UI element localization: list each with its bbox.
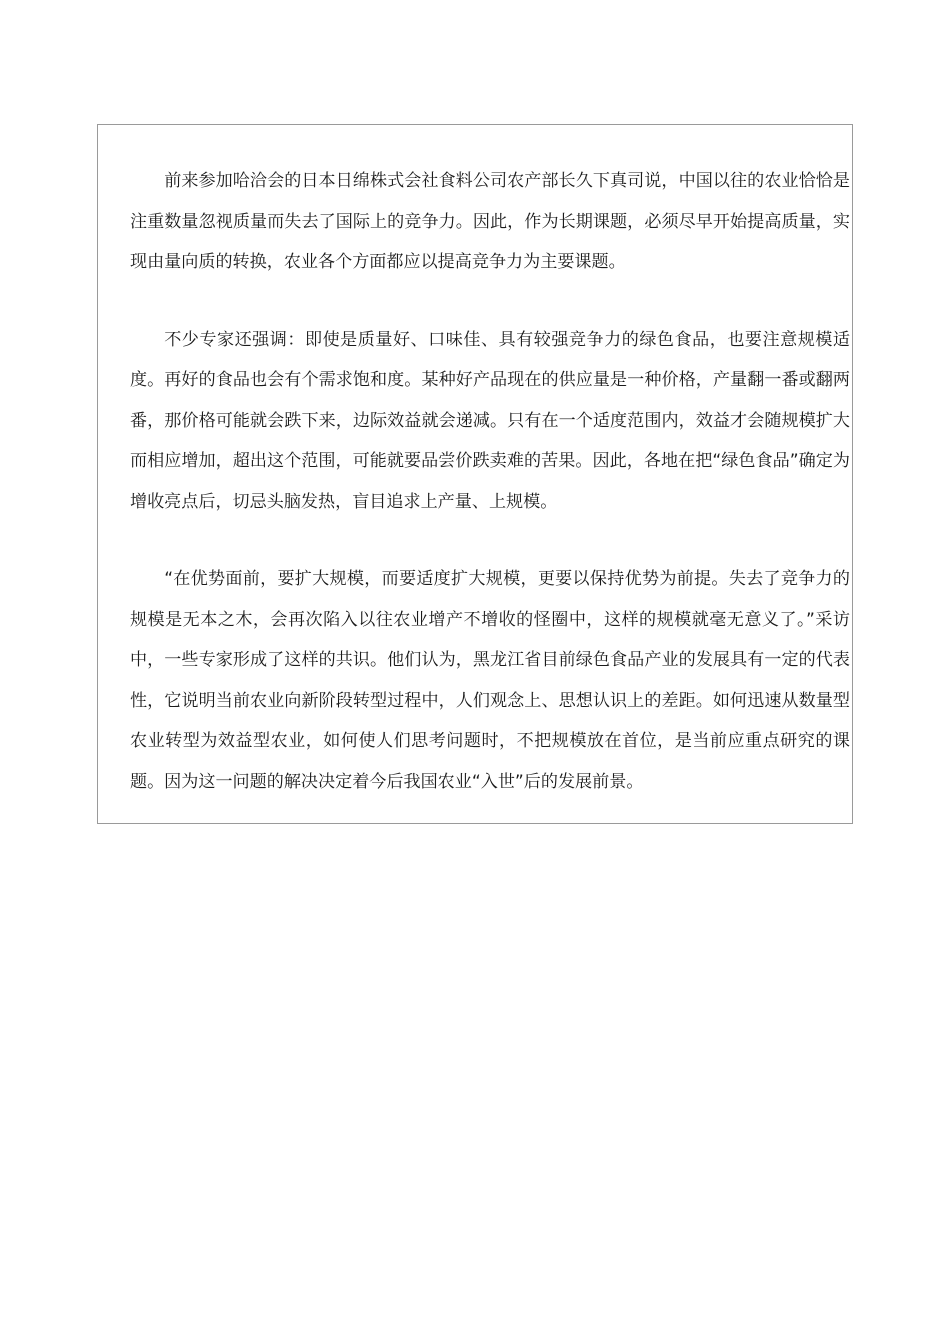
paragraph-2: 不少专家还强调：即使是质量好、口味佳、具有较强竞争力的绿色食品，也要注意规模适度。再好的食品也会有个需求饱和度。某种好产品现在的供应量是一种价格，产量翻一番或翻两番，那价格可能就会跌下来，边际效益就会递减。只有在一个适度范围内，效益才会随规模扩大而相应增加，超出这个范围，可能就要品尝价跌卖难的苦果。因此，各地在把“绿色食品”确定为增收亮点后，切忌头脑发热，盲目追求上产量、上规模。: [130, 329, 850, 512]
text-frame: [97, 124, 853, 824]
paragraph-spacer: [130, 522, 852, 559]
paragraph-spacer: [130, 283, 852, 320]
paragraph-3: “在优势面前，要扩大规模，而要适度扩大规模，更要以保持优势为前提。失去了竞争力的规模是无本之木，会再次陷入以往农业增产不增收的怪圈中，这样的规模就毫无意义了。”采访中，一些专家形成了这样的共识。他们认为，黑龙江省目前绿色食品产业的发展具有一定的代表性，它说明当前农业向新阶段转型过程中，人们观念上、思想认识上的差距。如何迅速从数量型农业转型为效益型农业，如何使人们思考问题时，不把规模放在首位，是当前应重点研究的课题。因为这一问题的解决决定着今后我国农业“入世”后的发展前景。: [130, 569, 850, 792]
paragraph-1: 前来参加哈洽会的日本日绵株式会社食料公司农产部长久下真司说，中国以往的农业恰恰是注重数量忽视质量而失去了国际上的竞争力。因此，作为长期课题，必须尽早开始提高质量，实现由量向质的转换，农业各个方面都应以提高竞争力为主要课题。: [130, 171, 850, 272]
